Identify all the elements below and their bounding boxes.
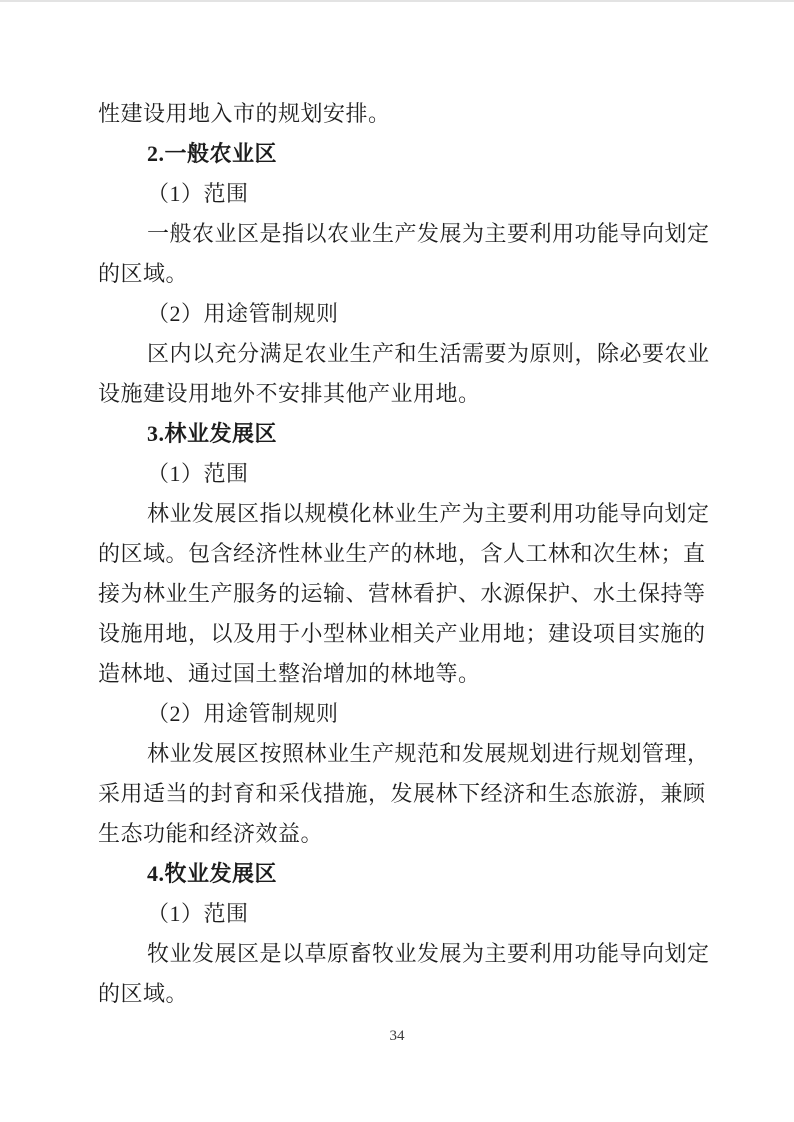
paragraph-first-line: 区内以充分满足农业生产和生活需要为原则，除必要农业	[147, 341, 710, 366]
body-line: 的区域。	[98, 261, 189, 286]
paragraph-first-line: 林业发展区指以规模化林业生产为主要利用功能导向划定	[147, 501, 710, 526]
body-line: 设施建设用地外不安排其他产业用地。	[98, 381, 481, 406]
sub-heading-rules: （2）用途管制规则	[147, 701, 339, 726]
body-line: 接为林业生产服务的运输、营林看护、水源保护、水土保持等	[98, 581, 706, 606]
sub-heading-scope: （1）范围	[147, 181, 249, 206]
paragraph-first-line: 一般农业区是指以农业生产发展为主要利用功能导向划定	[147, 221, 710, 246]
page-top-edge	[0, 0, 794, 2]
section-heading-3: 3.林业发展区	[147, 421, 278, 446]
paragraph-first-line: 牧业发展区是以草原畜牧业发展为主要利用功能导向划定	[147, 941, 710, 966]
body-line: 造林地、通过国土整治增加的林地等。	[98, 661, 481, 686]
body-line: 性建设用地入市的规划安排。	[98, 101, 391, 126]
sub-heading-rules: （2）用途管制规则	[147, 301, 339, 326]
body-line: 采用适当的封育和采伐措施，发展林下经济和生态旅游，兼顾	[98, 781, 706, 806]
paragraph-first-line: 林业发展区按照林业生产规范和发展规划进行规划管理，	[147, 741, 710, 766]
body-line: 设施用地，以及用于小型林业相关产业用地；建设项目实施的	[98, 621, 706, 646]
document-body	[98, 94, 710, 1014]
sub-heading-scope: （1）范围	[147, 901, 249, 926]
section-heading-2: 2.一般农业区	[147, 141, 278, 166]
body-line: 的区域。包含经济性林业生产的林地，含人工林和次生林；直	[98, 541, 706, 566]
page-number: 34	[389, 1028, 405, 1044]
section-heading-4: 4.牧业发展区	[147, 861, 278, 886]
body-line: 生态功能和经济效益。	[98, 821, 324, 846]
sub-heading-scope: （1）范围	[147, 461, 249, 486]
body-line: 的区域。	[98, 981, 189, 1006]
